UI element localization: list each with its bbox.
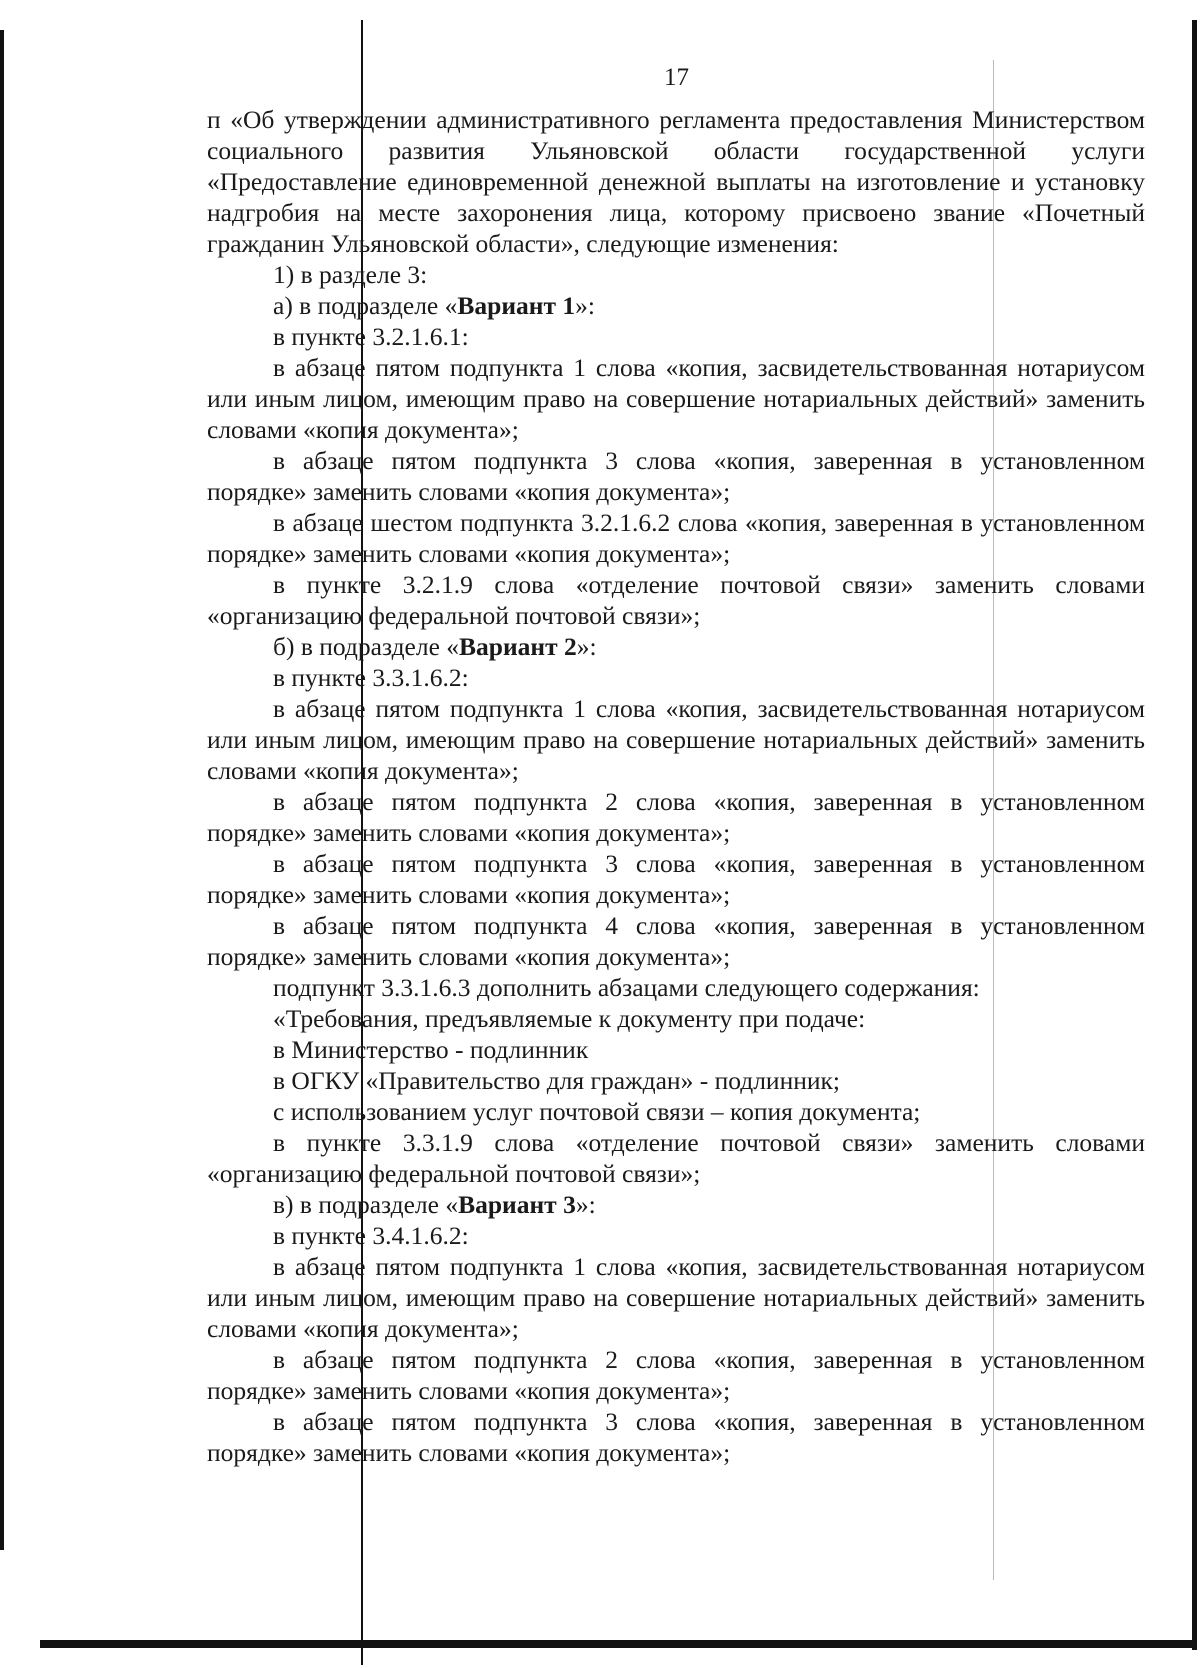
paragraph-body: в пункте 3.2.1.9 слова «отделение почтовой связи» заменить словами «организацию федеральной почтовой связи»;	[207, 570, 1145, 630]
paragraph-body: в абзаце пятом подпункта 1 слова «копия, засвидетельствованная нотариусом или иным лицом, имеющим право на совершение нотариальных действий» заменить словами «копия документа»;	[207, 353, 1145, 444]
paragraph-section-3: 1) в разделе 3:	[273, 260, 428, 289]
scan-edge-right	[1192, 20, 1197, 1650]
variant-3-label: Вариант 3	[458, 1190, 576, 1219]
page-number: 17	[664, 64, 689, 91]
paragraph-requirement-item: в ОГКУ «Правительство для граждан» - подлинник;	[273, 1066, 840, 1095]
paragraph-body: в абзаце пятом подпункта 1 слова «копия, засвидетельствованная нотариусом или иным лицом, имеющим право на совершение нотариальных действий» заменить словами «копия документа»;	[207, 694, 1145, 785]
paragraph-requirement-item: с использованием услуг почтовой связи – копия документа;	[273, 1097, 921, 1126]
paragraph-variant-3-heading: в) в подразделе «Вариант 3»:	[273, 1190, 596, 1219]
paragraph-item-3-2-1-6-1: в пункте 3.2.1.6.1:	[273, 322, 469, 351]
paragraph-body: в абзаце пятом подпункта 2 слова «копия, заверенная в установленном порядке» заменить словами «копия документа»;	[207, 787, 1145, 847]
paragraph-body: в абзаце шестом подпункта 3.2.1.6.2 слова «копия, заверенная в установленном порядке» заменить словами «копия документа»;	[207, 508, 1145, 568]
paragraph-variant-1-heading: а) в подразделе «Вариант 1»:	[273, 291, 595, 320]
paragraph-item-3-4-1-6-2: в пункте 3.4.1.6.2:	[273, 1221, 469, 1250]
paragraph-variant-2-heading: б) в подразделе «Вариант 2»:	[273, 632, 597, 661]
paragraph-body: в абзаце пятом подпункта 3 слова «копия, заверенная в установленном порядке» заменить словами «копия документа»;	[207, 1407, 1145, 1467]
paragraph-requirements: «Требования, предъявляемые к документу при подаче:	[273, 1004, 866, 1033]
paragraph-body: в пункте 3.3.1.9 слова «отделение почтовой связи» заменить словами «организацию федеральной почтовой связи»;	[207, 1128, 1145, 1188]
document-body	[207, 104, 1145, 1468]
paragraph-intro: п «Об утверждении административного регламента предоставления Министерством социального развития Ульяновской области государственной услуги «Предоставление единовременной денежной выплаты на изготовление и установку надгробия на месте захоронения лица, которому присвоено звание «Почетный гражданин Ульяновской области», следующие изменения:	[207, 105, 1145, 258]
paragraph-requirement-item: в Министерство - подлинник	[273, 1035, 589, 1064]
variant-1-label: Вариант 1	[457, 291, 576, 320]
paragraph-body: в абзаце пятом подпункта 1 слова «копия, засвидетельствованная нотариусом или иным лицом, имеющим право на совершение нотариальных действий» заменить словами «копия документа»;	[207, 1252, 1145, 1343]
paragraph-body: в абзаце пятом подпункта 3 слова «копия, заверенная в установленном порядке» заменить словами «копия документа»;	[207, 446, 1145, 506]
variant-2-label: Вариант 2	[459, 632, 577, 661]
scan-edge-left	[0, 30, 4, 1550]
paragraph-item-3-3-1-6-2: в пункте 3.3.1.6.2:	[273, 663, 469, 692]
paragraph-body: в абзаце пятом подпункта 4 слова «копия, заверенная в установленном порядке» заменить словами «копия документа»;	[207, 911, 1145, 971]
paragraph-body: в абзаце пятом подпункта 3 слова «копия, заверенная в установленном порядке» заменить словами «копия документа»;	[207, 849, 1145, 909]
paragraph-body: в абзаце пятом подпункта 2 слова «копия, заверенная в установленном порядке» заменить словами «копия документа»;	[207, 1345, 1145, 1405]
paragraph-body: подпункт 3.3.1.6.3 дополнить абзацами следующего содержания:	[273, 973, 980, 1002]
scan-edge-bottom	[40, 1640, 1197, 1648]
